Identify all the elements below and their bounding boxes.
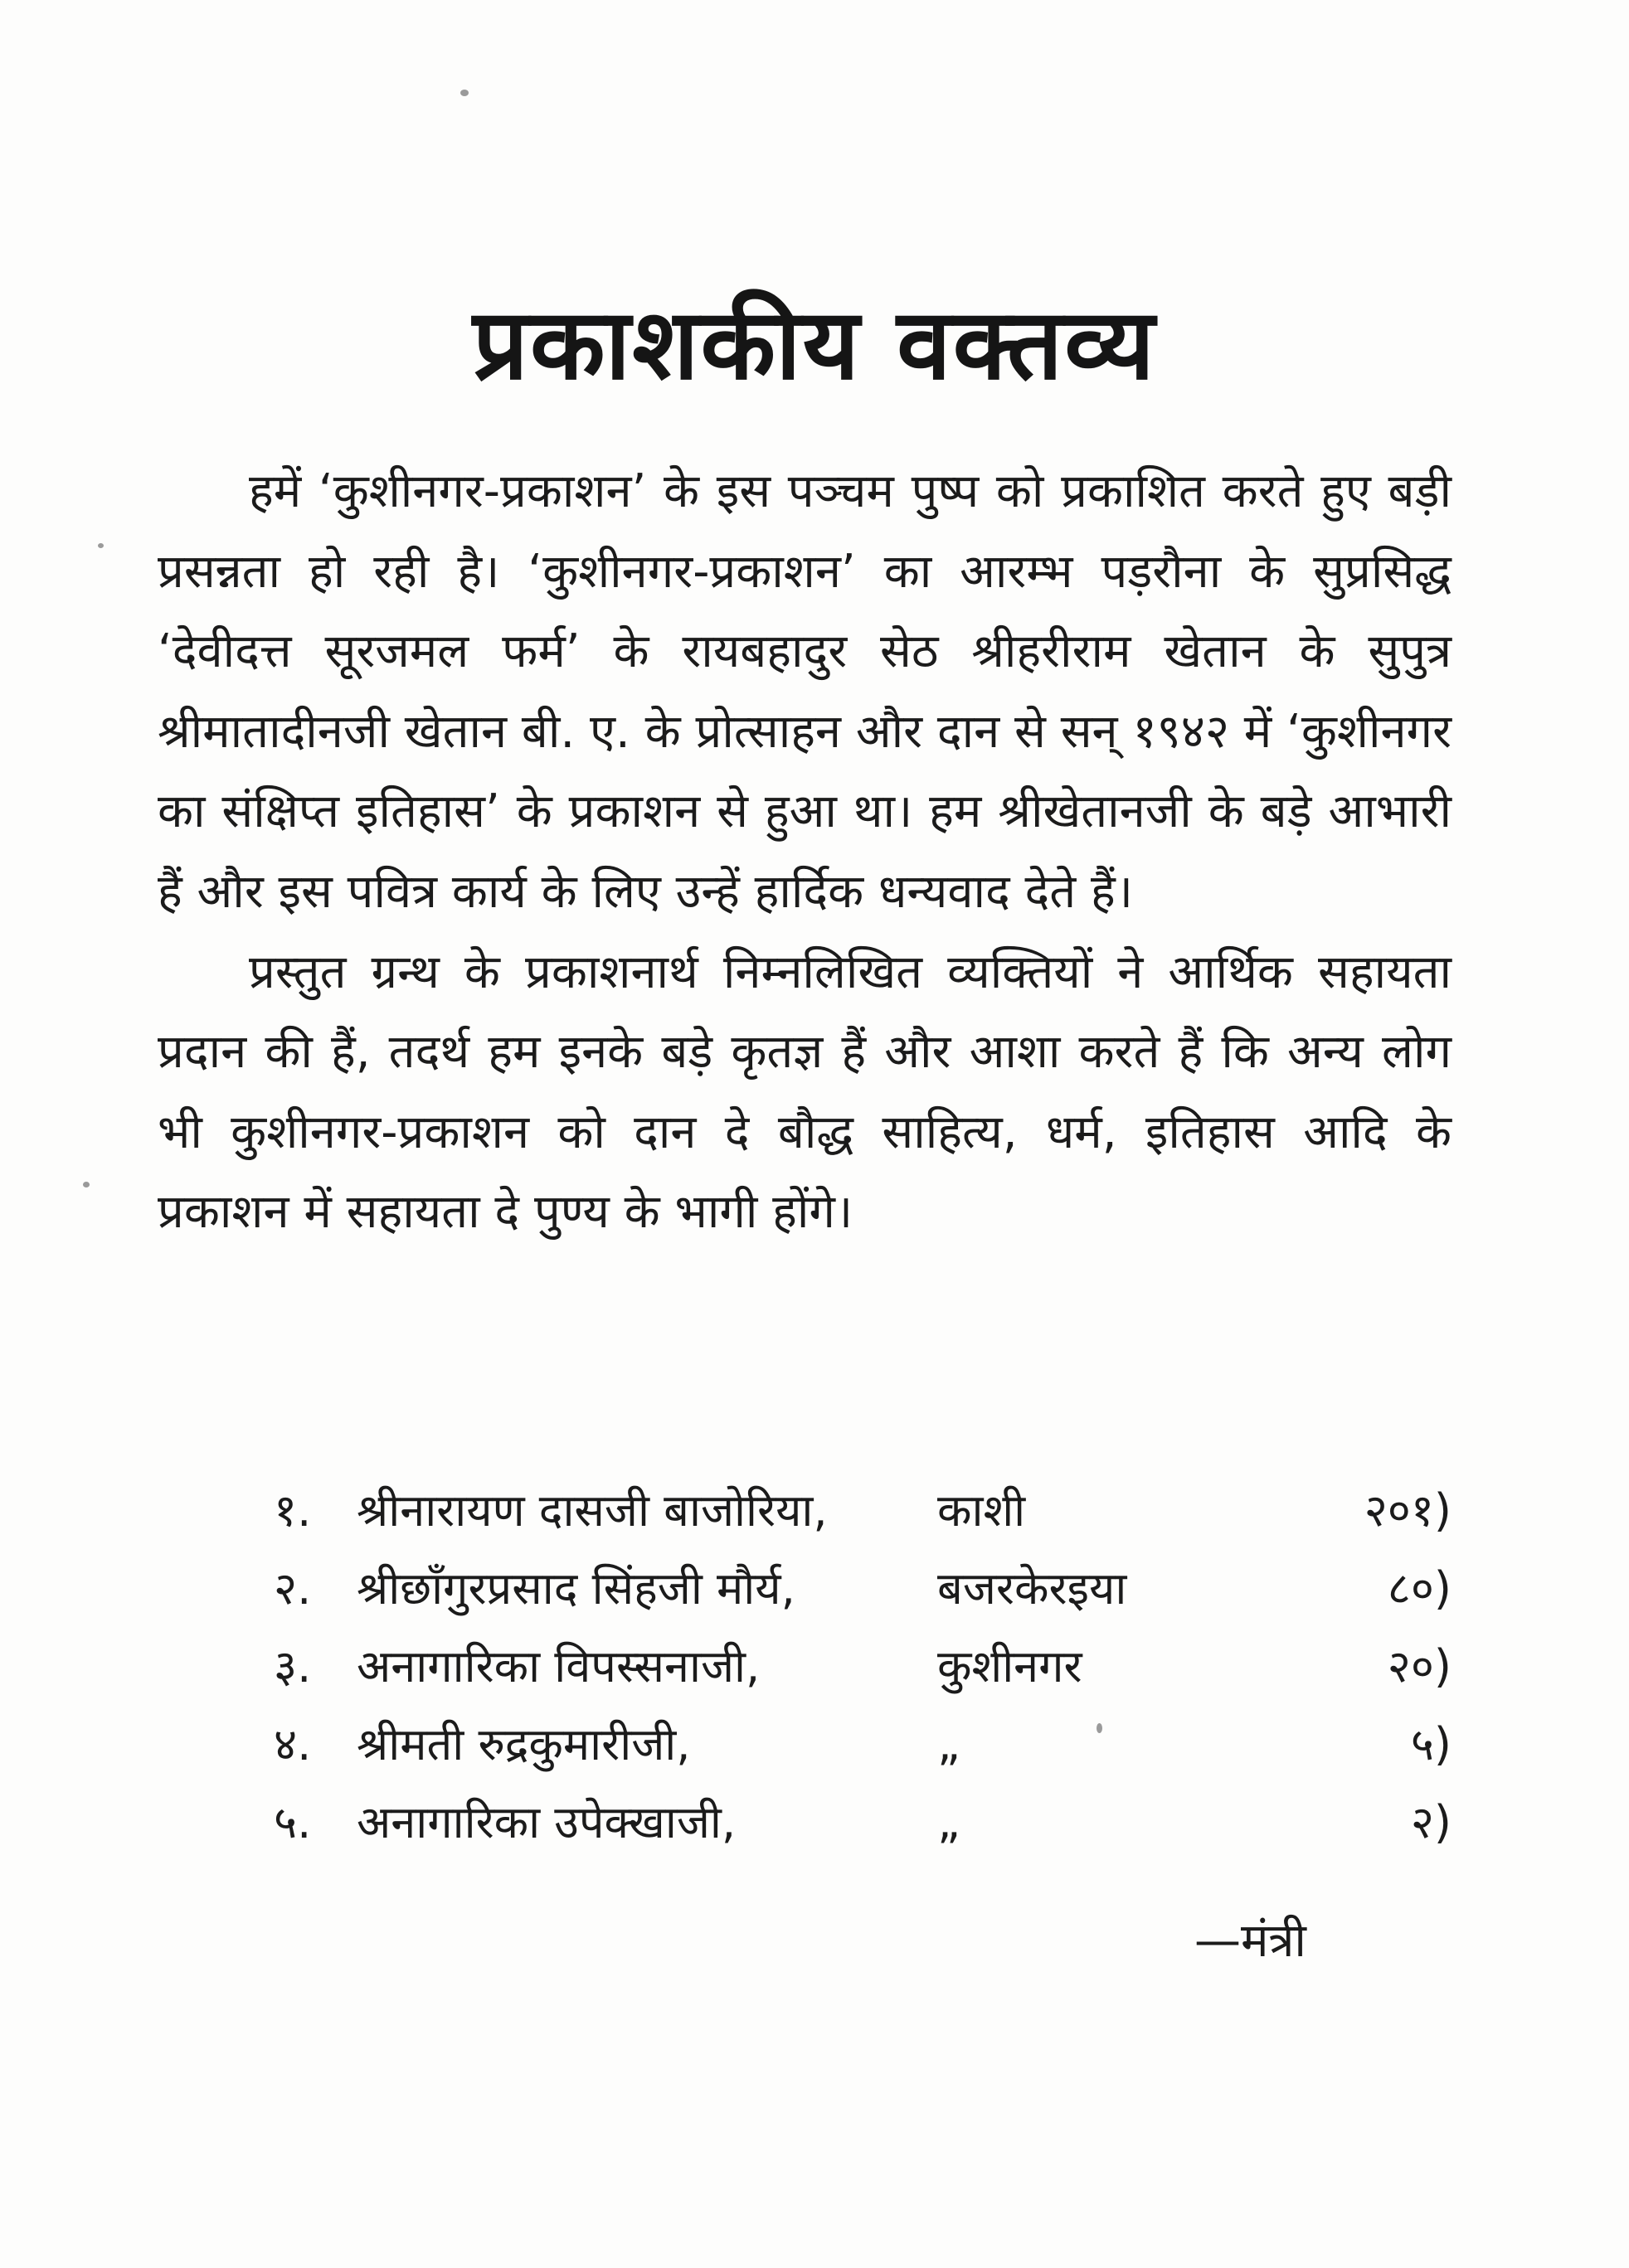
donor-row [158, 1628, 1452, 1706]
donor-name: श्रीमती रुद्रकुमारीजी, [357, 1718, 691, 1770]
donor-list [158, 1472, 1452, 1862]
donor-name: श्रीछाँगुरप्रसाद सिंहजी मौर्य, [357, 1562, 795, 1615]
donor-amount: ५) [1410, 1718, 1452, 1770]
page-title: प्रकाशकीय वक्तव्य [472, 287, 1157, 401]
donor-number: ३. [274, 1640, 312, 1693]
donor-place: बजरकेरइया [937, 1562, 1127, 1615]
statement-body [158, 452, 1452, 1253]
donor-row [158, 1784, 1452, 1862]
print-speck [460, 90, 469, 96]
donor-row [158, 1550, 1452, 1628]
donor-number: २. [274, 1562, 312, 1615]
print-speck [98, 543, 104, 548]
donor-place: कुशीनगर [937, 1640, 1082, 1693]
donor-name: अनागारिका विपस्सनाजी, [357, 1640, 761, 1693]
donor-name: श्रीनारायण दासजी बाजोरिया, [357, 1484, 828, 1537]
paragraph: प्रस्तुत ग्रन्थ के प्रकाशनार्थ निम्नलिखित व्यक्तियों ने आर्थिक सहायता प्रदान की हैं, तदर्थ हम इनके बड़े कृतज्ञ हैं और आशा करते हैं कि अन्य लोग भी कुशीनगर-प्रकाशन को दान दे बौद्ध साहित्य, धर्म, इतिहास आदि के प्रकाशन में सहायता दे पुण्य के भागी होंगे। [158, 945, 1452, 1240]
donor-place: „ [937, 1796, 960, 1848]
donor-amount: २०१) [1364, 1484, 1452, 1537]
donor-amount: २०) [1387, 1640, 1452, 1693]
print-speck [83, 1182, 90, 1187]
donor-number: ४. [274, 1718, 312, 1770]
donor-number: ५. [274, 1796, 312, 1848]
signature: —मंत्री [1194, 1914, 1306, 1968]
donor-number: १. [274, 1484, 312, 1537]
donor-name: अनागारिका उपेक्खाजी, [357, 1796, 737, 1848]
paragraph: हमें ‘कुशीनगर-प्रकाशन’ के इस पञ्चम पुष्प को प्रकाशित करते हुए बड़ी प्रसन्नता हो रही है। ‘कुशीनगर-प्रकाशन’ का आरम्भ पड़रौना के सुप्रसिद्ध ‘देवीदत्त सूरजमल फर्म’ के रायबहादुर सेठ श्रीहरीराम खेतान के सुपुत्र श्रीमातादीनजी खेतान बी. ए. के प्रोत्साहन और दान से सन् १९४२ में ‘कुशीनगर का संक्षिप्त इतिहास’ के प्रकाशन से हुआ था। हम श्रीखेतानजी के बड़े आभारी हैं और इस पवित्र कार्य के लिए उन्हें हार्दिक धन्यवाद देते हैं। [158, 464, 1452, 919]
donor-place: काशी [937, 1484, 1026, 1537]
donor-row [158, 1706, 1452, 1784]
donor-place: „ [937, 1718, 960, 1770]
donor-amount: २) [1410, 1796, 1452, 1848]
donor-row [158, 1472, 1452, 1550]
donor-amount: ८०) [1387, 1562, 1452, 1615]
